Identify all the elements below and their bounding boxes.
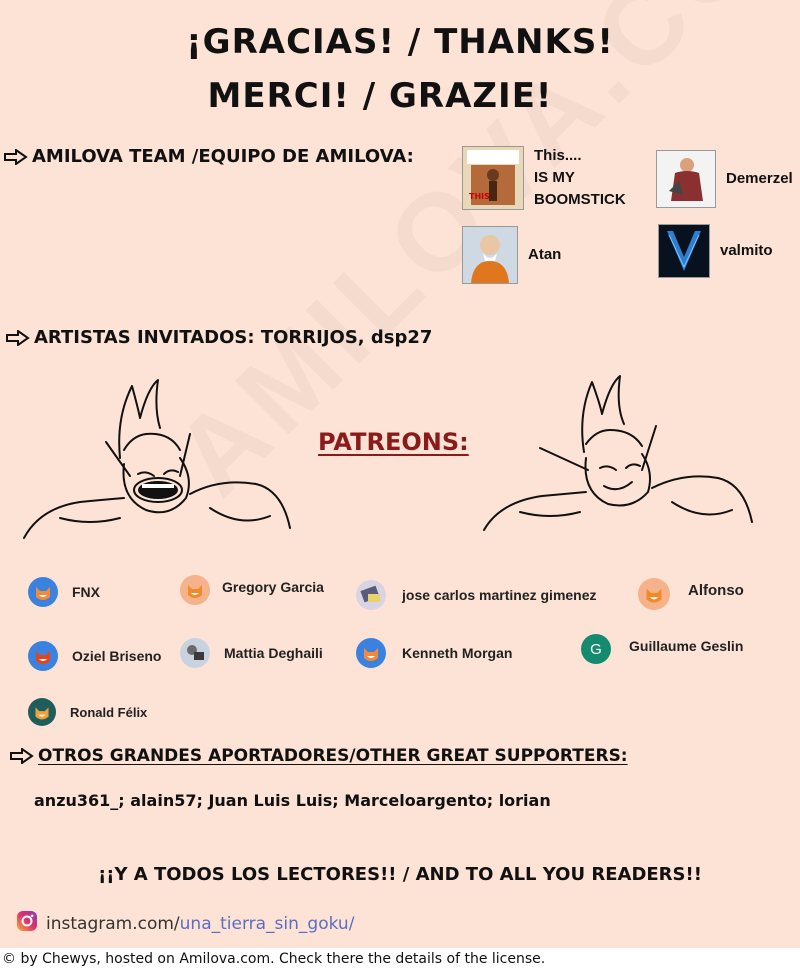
patron-item [356,638,512,668]
instagram-icon [16,910,38,937]
thanks-title-line1: ¡GRACIAS! / THANKS! [186,22,614,62]
guest-artists-text: ARTISTAS INVITADOS: TORRIJOS, dsp27 [34,327,433,348]
readers-thanks: ¡¡Y A TODOS LOS LECTORES!! / AND TO ALL YOU READERS!! [98,864,702,885]
boomstick-avatar-icon [462,146,524,210]
team-member-valmito[interactable] [658,224,773,278]
patron-name: Oziel Briseno [72,648,162,664]
character-sketch-laughing [20,378,300,543]
team-member-name: Atan [528,246,562,263]
patron-name: Kenneth Morgan [402,645,513,661]
patron-item [581,634,743,664]
fox-avatar-icon [28,577,58,607]
character-sketch-smirking [480,374,760,534]
arrow-right-icon [6,330,30,346]
team-member-atan[interactable] [462,226,561,284]
patron-name: Guillaume Geslin [629,638,744,654]
patron-item [180,575,324,605]
atan-avatar-icon [462,226,518,284]
svg-text:THIS: THIS [469,192,490,201]
patron-name: Mattia Deghaili [224,645,323,661]
team-member-name: This.... IS MY BOOMSTICK [534,147,626,208]
team-heading-text: AMILOVA TEAM /EQUIPO DE AMILOVA: [32,146,414,167]
photo-avatar-icon [180,638,210,668]
team-member-name: valmito [720,242,773,259]
team-member-demerzel[interactable] [656,150,793,208]
fox-avatar-icon [356,638,386,668]
team-heading [4,146,414,167]
arrow-right-icon [4,149,28,165]
patron-item [356,580,597,610]
guest-artists-heading [6,327,432,348]
instagram-domain: instagram.com/ [46,913,180,934]
valmito-avatar-icon [658,224,710,278]
patron-name: Ronald Félix [70,704,148,720]
instagram-link[interactable] [16,910,354,937]
patron-item [28,577,100,607]
fox-avatar-icon [638,578,670,610]
fox-avatar-icon [180,575,210,605]
thanks-title-line2: MERCI! / GRAZIE! [207,76,553,116]
patron-name: jose carlos martinez gimenez [402,587,597,603]
letter-g-avatar-icon: G [581,634,611,664]
patron-item [28,641,161,671]
fox-avatar-icon [28,641,58,671]
license-footer: © by Chewys, hosted on Amilova.com. Check there the details of the license. [2,951,546,967]
patron-item [28,698,147,726]
patron-item [180,638,323,668]
photo-avatar-icon [356,580,386,610]
other-supporters-heading [10,746,628,766]
team-member-boomstick[interactable] [462,145,626,211]
other-supporters-text: OTROS GRANDES APORTADORES/OTHER GREAT SUPPORTERS: [38,746,628,766]
patreons-heading: PATREONS: [318,428,469,456]
patron-name: Gregory Garcia [222,579,324,595]
demerzel-avatar-icon [656,150,716,208]
arrow-right-icon [10,748,34,764]
fox-avatar-icon [28,698,56,726]
patron-item [638,578,744,610]
patron-name: FNX [72,584,100,600]
other-supporters-list: anzu361_; alain57; Juan Luis Luis; Marceloargento; lorian [34,791,551,810]
team-member-name: Demerzel [726,170,793,187]
patron-name: Alfonso [688,581,744,599]
instagram-url [46,914,354,934]
instagram-path: una_tierra_sin_goku/ [179,913,355,934]
